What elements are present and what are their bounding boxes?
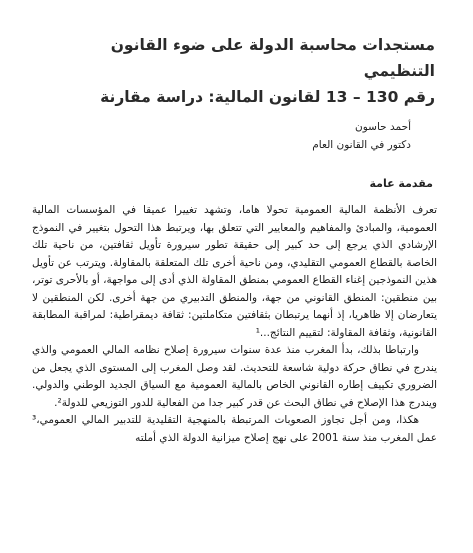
author-name: أحمد حاسون [355, 121, 411, 133]
author-block [312, 118, 411, 154]
paragraph-1: تعرف الأنظمة المالية العمومية تحولا هاما، وتشهد تغييرا عميقا في المؤسسات المالية العمومية، والمبادئ والمفاهيم والمعايير التي تتعلق بها، ويرتبط هذا التحول بتغيير في النموذج الإرشادي الذي يرجع إلى حد كبير إلى حقيقة تطور سيرورة تأويل ثقافتين، من ناحية تلك الخاصة بالقطاع العمومي التقليدي، ومن ناحية أخرى تلك المتعلقة بالمقاولة. ويترتب عن تأويل هذين النموذجين إغناء القطاع العمومي بمنطق المقاولة الذي أدى إلى مواجهة، أو بالأحرى توتر، بين منطقين: المنطق القانوني من جهة، والمنطق التدبيري من جهة أخرى. لكن المنطقين لا يتعارضان إلا ظاهريا، إذ أنهما يرتبطان بثقافتين متكاملتين: ثقافة ديمقراطية: لمراقبة المطابقة القانونية، وثقافة المقاولة: لتقييم النتائج...¹ [32, 204, 437, 339]
section-heading: مقدمة عامة [369, 177, 433, 190]
paragraph-2: وارتباطا بذلك، بدأ المغرب منذ عدة سنوات سيرورة إصلاح نظامه المالي العمومي والذي يندرج في نطاق حركة دولية شاسعة للتحديث. لقد وصل المغرب إلى المستوى الذي يجعل من الضروري تكييف إطاره القانوني الخاص بالمالية العمومية مع السياق الجديد الوطني والدولي. ويندرج هذا الإصلاح في نطاق البحث عن قدر كبير جدا من الفعالية للدور التوزيعي للدولة². [32, 344, 437, 409]
author-affiliation: دكتور في القانون العام [312, 139, 411, 151]
article-title [35, 32, 435, 110]
title-line-2: رقم 130 – 13 لقانون المالية: دراسة مقارنة [100, 88, 435, 106]
body-text [32, 202, 437, 447]
title-line-1: مستجدات محاسبة الدولة على ضوء القانون التنظيمي [110, 36, 435, 80]
paragraph-3: هكذا، ومن أجل تجاوز الصعوبات المرتبطة بالمنهجية التقليدية للتدبير المالي العمومي،³ عمل المغرب منذ سنة 2001 على نهج إصلاح ميزانية الدولة الذي أملته [32, 414, 437, 444]
